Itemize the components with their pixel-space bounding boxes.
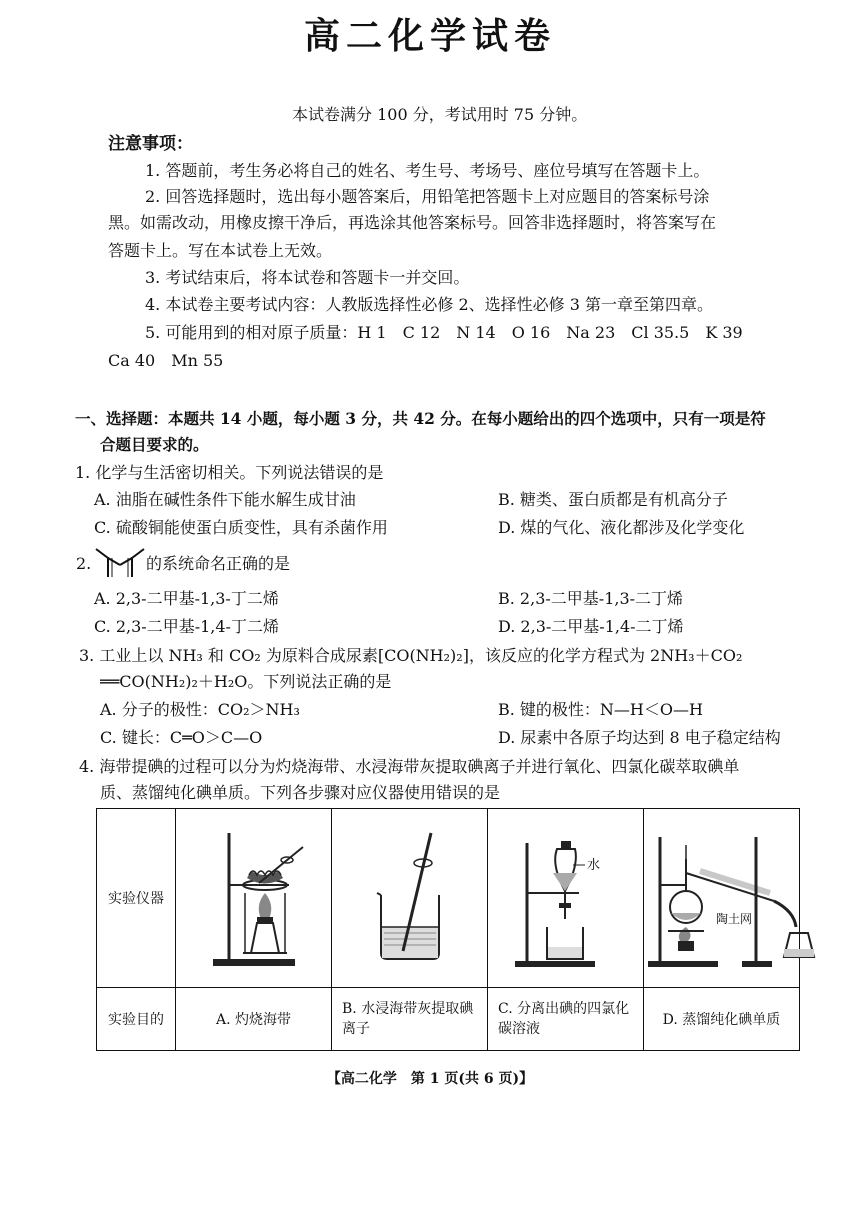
notice-item: Ca 40 Mn 55: [108, 351, 224, 370]
q3-option-a: A. 分子的极性：CO₂＞NH₃: [100, 700, 300, 719]
apparatus-a-cell: [176, 809, 332, 988]
question-3-stem: 3. 工业上以 NH₃ 和 CO₂ 为原料合成尿素[CO(NH₂)₂]，该反应的化学方程式为 2NH₃＋CO₂: [79, 646, 743, 665]
notice-item: 5. 可能用到的相对原子质量：H 1 C 12 N 14 O 16 Na 23 Cl 35.5 K 39: [145, 323, 743, 342]
purpose-b: B. 水浸海带灰提取碘离子: [342, 1001, 474, 1037]
beaker-glass-rod-icon: [355, 823, 465, 973]
question-3-stem-cont: ══CO(NH₂)₂＋H₂O。下列说法正确的是: [100, 672, 392, 691]
diene-skeletal-structure-icon: [94, 545, 146, 579]
water-label: 水: [586, 858, 600, 873]
q2-option-b: B. 2,3-二甲基-1,3-二丁烯: [498, 589, 684, 608]
notice-item: 3. 考试结束后，将本试卷和答题卡一并交回。: [145, 268, 470, 287]
section-heading: 一、选择题：本题共 14 小题，每小题 3 分，共 42 分。在每小题给出的四个选项中，只有一项是符: [75, 409, 766, 428]
apparatus-c-cell: [488, 809, 644, 988]
notice-heading: 注意事项：: [108, 134, 193, 154]
notice-item: 黑。如需改动，用橡皮擦干净后，再选涂其他答案标号。回答非选择题时，将答案写在: [108, 213, 717, 232]
apparatus-table: [96, 808, 800, 1051]
purpose-a: A. 灼烧海带: [176, 988, 332, 1051]
separatory-funnel-icon: [501, 823, 631, 973]
q2-option-a: A. 2,3-二甲基-1,3-丁二烯: [94, 589, 279, 608]
crucible-burner-stand-icon: [199, 823, 309, 973]
q1-option-b: B. 糖类、蛋白质都是有机高分子: [498, 490, 728, 509]
question-4-stem: 4. 海带提碘的过程可以分为灼烧海带、水浸海带灰提取碘离子并进行氧化、四氯化碳萃取碘单: [79, 757, 740, 776]
q3-option-c: C. 键长：C═O＞C—O: [100, 728, 263, 747]
notice-item: 4. 本试卷主要考试内容：人教版选择性必修 2、选择性必修 3 第一章至第四章。: [145, 295, 713, 314]
q2-option-c: C. 2,3-二甲基-1,4-丁二烯: [94, 617, 279, 636]
row-header-purpose: 实验目的: [97, 988, 176, 1051]
page-title: 高二化学试卷: [303, 16, 556, 57]
apparatus-d-cell: [644, 809, 800, 988]
q3-option-b: B. 键的极性：N—H＜O—H: [498, 700, 703, 719]
notice-item: 1. 答题前，考生务必将自己的姓名、考生号、考场号、座位号填写在答题卡上。: [145, 161, 710, 180]
notice-item: 2. 回答选择题时，选出每小题答案后，用铅笔把答题卡上对应题目的答案标号涂: [145, 187, 710, 206]
q2-option-d: D. 2,3-二甲基-1,4-二丁烯: [498, 617, 684, 636]
distillation-apparatus-icon: [644, 823, 824, 973]
question-4-stem-cont: 质、蒸馏纯化碘单质。下列各步骤对应仪器使用错误的是: [100, 783, 501, 802]
q3-option-d: D. 尿素中各原子均达到 8 电子稳定结构: [498, 728, 781, 747]
question-2-stem: 的系统命名正确的是: [146, 554, 291, 573]
apparatus-b-cell: [332, 809, 488, 988]
q1-option-a: A. 油脂在碱性条件下能水解生成甘油: [94, 490, 356, 509]
q1-option-d: D. 煤的气化、液化都涉及化学变化: [498, 518, 745, 537]
question-1-stem: 1. 化学与生活密切相关。下列说法错误的是: [75, 463, 384, 482]
ceramic-gauze-label: 陶土网: [716, 912, 753, 926]
row-header-apparatus: 实验仪器: [97, 809, 176, 988]
q1-option-c: C. 硫酸铜能使蛋白质变性，具有杀菌作用: [94, 518, 388, 537]
purpose-c: C. 分离出碘的四氯化碳溶液: [498, 1001, 630, 1037]
notice-item: 答题卡上。写在本试卷上无效。: [108, 241, 333, 260]
question-2-number: 2.: [76, 554, 92, 573]
section-heading-cont: 合题目要求的。: [100, 435, 209, 454]
page-footer: 【高二化学 第 1 页(共 6 页)】: [326, 1071, 534, 1087]
exam-subtitle: 本试卷满分 100 分，考试用时 75 分钟。: [292, 105, 588, 124]
purpose-d: D. 蒸馏纯化碘单质: [644, 988, 800, 1051]
